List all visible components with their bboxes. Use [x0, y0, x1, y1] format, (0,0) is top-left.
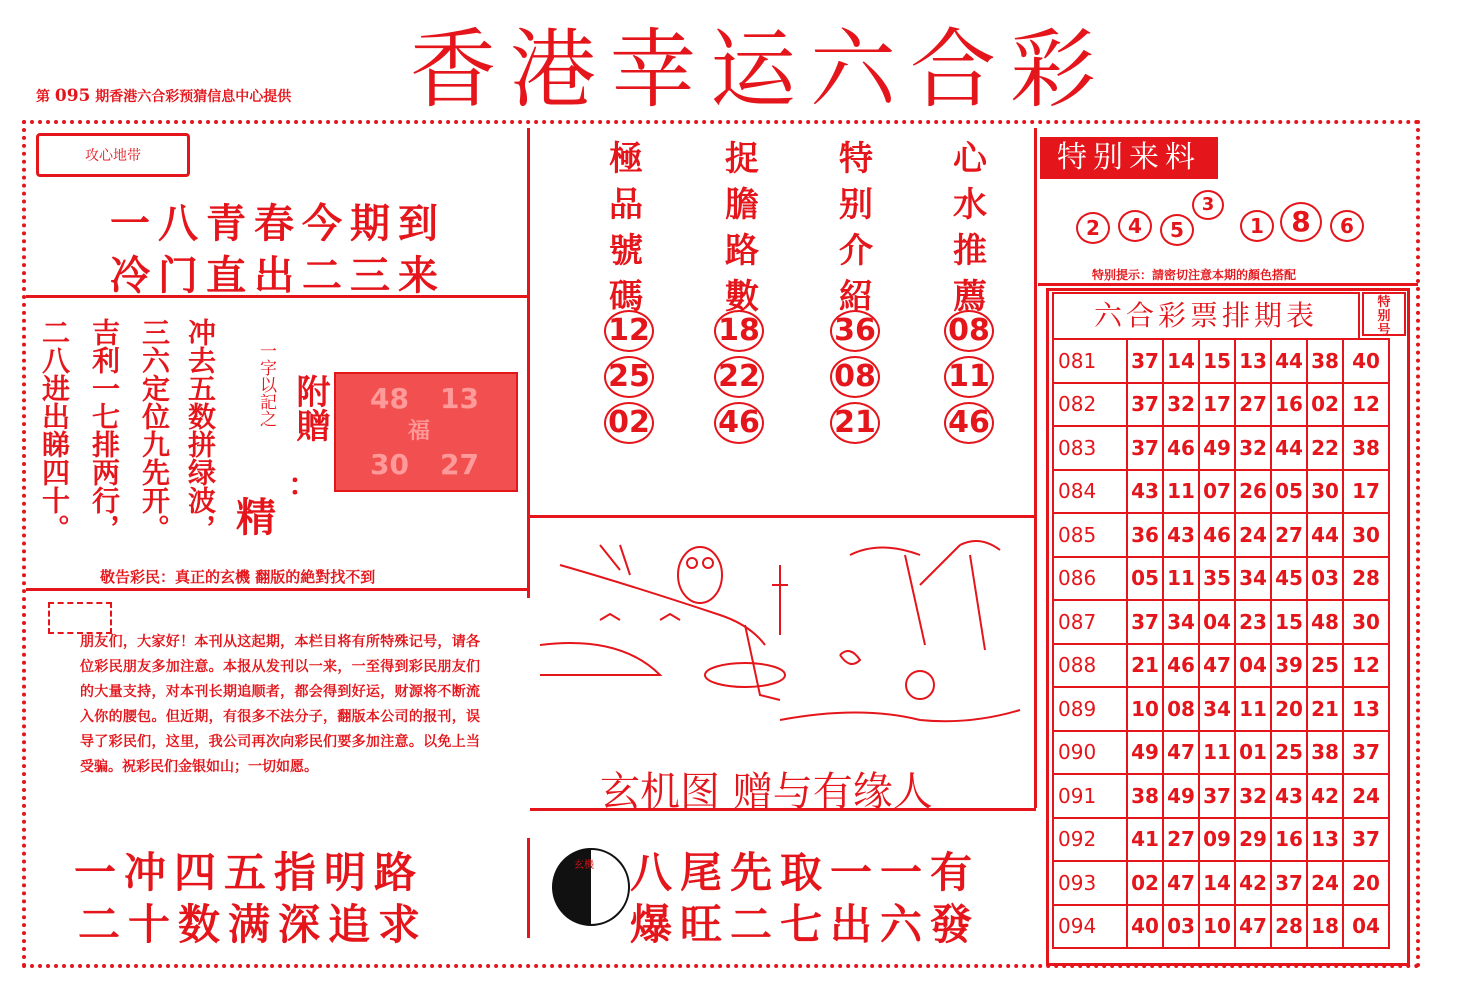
number-cell: 47	[1235, 905, 1271, 949]
number-cell: 07	[1199, 470, 1235, 514]
special-hint: 特别提示：請密切注意本期的顏色搭配	[1092, 268, 1297, 282]
issue-line	[36, 86, 291, 106]
gift-colon: ：	[288, 468, 318, 503]
notice-text: 朋友们，大家好！本刊从这起期，本栏目将有所特殊记号，请各位彩民朋友多加注意。本报从发刊以一来，一至得到彩民朋友们的大量支持，对本刊长期追顺者，都会得到好运，财源将不断流入你的腰包。但近期，有很多不法分子，翻版本公司的报刊，误导了彩民们，这里，我公司再次向彩民们要多加注意。以免上当受骗。祝彩民们金银如山；一切如愿。	[80, 634, 480, 775]
owl-eye	[687, 558, 697, 568]
number-cell: 22	[1307, 426, 1343, 470]
divider-v1b	[527, 838, 530, 938]
vertical-poem-col-4	[180, 318, 220, 549]
issue-cell: 087	[1053, 600, 1127, 644]
number-cell: 38	[1307, 731, 1343, 775]
hill-line	[540, 643, 660, 675]
special-number: 4	[1118, 210, 1152, 242]
page-title: 香港幸运六合彩	[410, 20, 1110, 120]
number-cell: 44	[1307, 513, 1343, 557]
special-number-cell: 28	[1343, 557, 1389, 601]
number-cell: 28	[1271, 905, 1307, 949]
table-row	[1053, 905, 1389, 949]
number-cell: 34	[1163, 600, 1199, 644]
column-head-char: 别	[839, 185, 873, 225]
number-cell: 27	[1235, 383, 1271, 427]
owl-eye	[703, 558, 713, 568]
number-cell: 45	[1271, 557, 1307, 601]
circled-number: 21	[830, 402, 880, 444]
draw-table	[1052, 338, 1390, 949]
divider-h2	[26, 588, 528, 591]
number-cell: 21	[1127, 644, 1163, 688]
vertical-poem-text: 冲去五数拼绿波，	[184, 318, 217, 542]
stamp-label: 攻心地带	[36, 133, 190, 177]
number-cell: 37	[1127, 426, 1163, 470]
number-cell: 11	[1163, 557, 1199, 601]
number-cell: 24	[1235, 513, 1271, 557]
poem-line-2: 冷门直出二三来	[110, 253, 446, 299]
number-cell: 01	[1235, 731, 1271, 775]
special-number-cell: 17	[1343, 470, 1389, 514]
circled-number: 36	[830, 310, 880, 352]
column-head-char: 紹	[839, 277, 873, 317]
table-row	[1053, 426, 1389, 470]
number-cell: 38	[1307, 339, 1343, 383]
rock-icon	[906, 671, 934, 699]
number-cell: 43	[1271, 774, 1307, 818]
number-cell: 47	[1199, 644, 1235, 688]
circled-number: 08	[830, 356, 880, 398]
number-cell: 47	[1163, 861, 1199, 905]
gift-number-box	[334, 372, 518, 492]
number-cell: 05	[1127, 557, 1163, 601]
special-number-header	[1362, 292, 1406, 336]
circled-number: 11	[944, 356, 994, 398]
number-cell: 49	[1163, 774, 1199, 818]
divider-v2	[1034, 128, 1037, 808]
special-number-cell: 40	[1343, 339, 1389, 383]
number-cell: 46	[1163, 426, 1199, 470]
special-number-cell: 20	[1343, 861, 1389, 905]
special-number: 1	[1240, 210, 1274, 242]
small-vertical-text: 一字以記之	[256, 342, 276, 427]
number-cell: 39	[1271, 644, 1307, 688]
divider-v1	[527, 128, 530, 598]
ground-line	[780, 710, 1020, 721]
issue-cell: 081	[1053, 339, 1127, 383]
number-cell: 15	[1271, 600, 1307, 644]
number-cell: 11	[1235, 687, 1271, 731]
special-number: 5	[1160, 214, 1194, 246]
issue-cell: 082	[1053, 383, 1127, 427]
special-number-cell: 37	[1343, 818, 1389, 862]
special-number-cell: 24	[1343, 774, 1389, 818]
number-cell: 05	[1271, 470, 1307, 514]
issue-cell: 094	[1053, 905, 1127, 949]
circled-number: 46	[944, 402, 994, 444]
number-cell: 32	[1235, 774, 1271, 818]
table-row	[1053, 600, 1389, 644]
number-cell: 43	[1127, 470, 1163, 514]
number-cell: 30	[1307, 470, 1343, 514]
gift-number: 48	[370, 382, 409, 415]
frog-icon	[840, 651, 860, 664]
special-number: 8	[1280, 202, 1322, 242]
column-head-char: 碼	[609, 277, 643, 317]
vertical-poem-col-3	[134, 318, 174, 549]
column-head-1	[604, 136, 648, 320]
bottom-middle-line-1: 八尾先取一一有	[630, 848, 981, 897]
number-cell: 23	[1235, 600, 1271, 644]
number-cell: 47	[1163, 731, 1199, 775]
draw-table-title: 六合彩票排期表	[1052, 292, 1360, 340]
special-number-cell: 12	[1343, 383, 1389, 427]
table-row	[1053, 861, 1389, 905]
number-cell: 37	[1199, 774, 1235, 818]
owl-icon	[678, 547, 722, 603]
column-head-char: 水	[953, 185, 987, 225]
special-number-cell: 13	[1343, 687, 1389, 731]
number-cell: 09	[1199, 818, 1235, 862]
gift-number: 27	[440, 448, 479, 481]
number-cell: 25	[1307, 644, 1343, 688]
table-row	[1053, 818, 1389, 862]
gift-center-char: 福	[408, 419, 431, 444]
number-cell: 27	[1163, 818, 1199, 862]
gift-number: 13	[440, 382, 479, 415]
special-number: 2	[1076, 212, 1110, 244]
number-cell: 08	[1163, 687, 1199, 731]
number-cell: 26	[1235, 470, 1271, 514]
column-head-char: 路	[725, 231, 759, 271]
table-row	[1053, 339, 1389, 383]
number-cell: 40	[1127, 905, 1163, 949]
special-number-cell: 30	[1343, 513, 1389, 557]
bottom-left-line-1: 一冲四五指明路	[74, 848, 425, 897]
number-cell: 16	[1271, 383, 1307, 427]
number-cell: 20	[1271, 687, 1307, 731]
special-material-title: 特别来料	[1040, 137, 1218, 179]
taiji-label: 玄機	[574, 860, 594, 871]
circled-number: 02	[604, 402, 654, 444]
column-head-char: 心	[953, 139, 987, 179]
number-cell: 37	[1127, 383, 1163, 427]
column-head-char: 介	[839, 231, 873, 271]
number-cell: 15	[1199, 339, 1235, 383]
number-cell: 14	[1199, 861, 1235, 905]
issue-cell: 085	[1053, 513, 1127, 557]
poem-line-1: 一八青春今期到	[110, 201, 446, 247]
circled-number: 25	[604, 356, 654, 398]
special-number-cell: 30	[1343, 600, 1389, 644]
column-head-char: 號	[609, 231, 643, 271]
gift-char: 精	[236, 495, 276, 541]
birds-icon	[600, 614, 680, 620]
divider-h3	[530, 515, 1036, 518]
column-head-char: 捉	[725, 139, 759, 179]
number-cell: 42	[1235, 861, 1271, 905]
special-header-char: 特	[1377, 295, 1391, 310]
table-row	[1053, 557, 1389, 601]
number-cell: 18	[1307, 905, 1343, 949]
vertical-poem-text: 吉利一七排两行，	[88, 318, 121, 542]
number-cell: 10	[1199, 905, 1235, 949]
vertical-poem-col-2	[84, 318, 124, 549]
column-head-2	[720, 136, 764, 320]
column-head-char: 極	[609, 139, 643, 179]
issue-cell: 089	[1053, 687, 1127, 731]
special-header-char: 号	[1377, 323, 1391, 338]
issue-cell: 083	[1053, 426, 1127, 470]
bottom-middle-line-2: 爆旺二七出六發	[630, 900, 981, 949]
number-cell: 34	[1199, 687, 1235, 731]
number-cell: 10	[1127, 687, 1163, 731]
divider-h5	[1038, 283, 1418, 286]
illustration-caption: 玄机图 赠与有缘人	[600, 769, 933, 815]
number-cell: 44	[1271, 339, 1307, 383]
column-head-char: 特	[839, 139, 873, 179]
number-cell: 17	[1199, 383, 1235, 427]
number-cell: 32	[1235, 426, 1271, 470]
vertical-poem-text: 三六定位九先开。	[138, 318, 171, 542]
plate-icon	[705, 663, 785, 687]
issue-cell: 088	[1053, 644, 1127, 688]
column-head-char: 品	[609, 185, 643, 225]
gift-number: 30	[370, 448, 409, 481]
column-head-char: 膽	[725, 185, 759, 225]
number-cell: 36	[1127, 513, 1163, 557]
number-cell: 14	[1163, 339, 1199, 383]
circled-number: 18	[714, 310, 764, 352]
number-cell: 03	[1307, 557, 1343, 601]
mystery-illustration	[540, 525, 1030, 750]
vertical-poem-text: 二八进出睇四十。	[38, 318, 71, 542]
column-head-char: 薦	[953, 277, 987, 317]
column-head-3	[834, 136, 878, 320]
vertical-poem-col-1	[34, 318, 74, 549]
issue-number: 095	[54, 86, 91, 106]
warning-text: 敬告彩民：真正的玄機 翻版的絶對找不到	[100, 568, 376, 586]
number-cell: 49	[1127, 731, 1163, 775]
special-number-cell: 04	[1343, 905, 1389, 949]
provider-text: 香港六合彩预猜信息中心提供	[109, 89, 292, 105]
number-cell: 32	[1163, 383, 1199, 427]
number-cell: 34	[1235, 557, 1271, 601]
circled-number: 12	[604, 310, 654, 352]
issue-cell: 092	[1053, 818, 1127, 862]
number-cell: 42	[1307, 774, 1343, 818]
number-cell: 48	[1307, 600, 1343, 644]
issue-cell: 090	[1053, 731, 1127, 775]
gift-label: 附贈	[290, 374, 330, 442]
number-cell: 21	[1307, 687, 1343, 731]
number-cell: 27	[1271, 513, 1307, 557]
circled-number: 46	[714, 402, 764, 444]
circled-number: 22	[714, 356, 764, 398]
issue-cell: 084	[1053, 470, 1127, 514]
table-row	[1053, 383, 1389, 427]
twig	[600, 545, 630, 575]
table-row	[1053, 470, 1389, 514]
issue-cell: 086	[1053, 557, 1127, 601]
special-number: 6	[1330, 210, 1364, 242]
number-cell: 24	[1307, 861, 1343, 905]
table-row	[1053, 513, 1389, 557]
issue-cell: 091	[1053, 774, 1127, 818]
circled-number: 08	[944, 310, 994, 352]
issue-cell: 093	[1053, 861, 1127, 905]
table-row	[1053, 731, 1389, 775]
table-row	[1053, 774, 1389, 818]
number-cell: 29	[1235, 818, 1271, 862]
number-cell: 43	[1163, 513, 1199, 557]
number-cell: 02	[1307, 383, 1343, 427]
special-number: 3	[1192, 190, 1224, 220]
number-cell: 04	[1235, 644, 1271, 688]
number-cell: 37	[1127, 339, 1163, 383]
special-number-cell: 12	[1343, 644, 1389, 688]
special-header-char: 别	[1377, 309, 1391, 324]
table-row	[1053, 687, 1389, 731]
number-cell: 46	[1199, 513, 1235, 557]
bottom-left-line-2: 二十数满深追求	[78, 900, 429, 949]
number-cell: 38	[1127, 774, 1163, 818]
number-cell: 11	[1163, 470, 1199, 514]
number-cell: 13	[1307, 818, 1343, 862]
issue-suffix: 期	[95, 89, 110, 105]
issue-prefix: 第	[36, 89, 50, 105]
column-head-char: 數	[725, 277, 759, 317]
number-cell: 44	[1271, 426, 1307, 470]
number-cell: 35	[1199, 557, 1235, 601]
number-cell: 02	[1127, 861, 1163, 905]
stick-figure	[772, 565, 788, 635]
number-cell: 13	[1235, 339, 1271, 383]
number-cell: 04	[1199, 600, 1235, 644]
draw-table-body	[1053, 339, 1389, 948]
number-cell: 46	[1163, 644, 1199, 688]
tree-icon	[850, 541, 1000, 650]
number-cell: 37	[1271, 861, 1307, 905]
number-cell: 11	[1199, 731, 1235, 775]
column-head-char: 推	[953, 231, 987, 271]
table-row	[1053, 644, 1389, 688]
number-cell: 49	[1199, 426, 1235, 470]
branch-line	[560, 565, 765, 645]
special-number-cell: 38	[1343, 426, 1389, 470]
column-head-4	[948, 136, 992, 320]
number-cell: 37	[1127, 600, 1163, 644]
special-number-cell: 37	[1343, 731, 1389, 775]
number-cell: 41	[1127, 818, 1163, 862]
number-cell: 03	[1163, 905, 1199, 949]
number-cell: 16	[1271, 818, 1307, 862]
number-cell: 25	[1271, 731, 1307, 775]
